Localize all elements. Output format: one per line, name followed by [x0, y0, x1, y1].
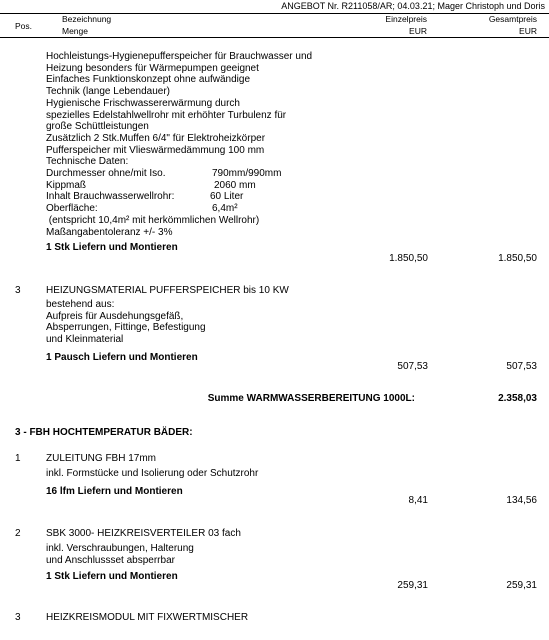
s-item-3-title: HEIZKREISMODUL MIT FIXWERTMISCHER [46, 612, 249, 623]
s-item-1-total-price: 134,56 [506, 495, 537, 506]
spec-row [46, 203, 312, 215]
col-qty-header: Menge [62, 26, 88, 36]
s-item-2-pos: 2 [15, 528, 21, 539]
s-item-2-qty: 1 Stk Liefern und Montieren [46, 571, 178, 582]
s-item-2-description [46, 543, 194, 566]
s-item-2-total-price: 259,31 [506, 580, 537, 591]
col-pos-header: Pos. [15, 21, 33, 31]
col-desc-header: Bezeichnung [62, 14, 112, 24]
item-a-qty: 1 Stk Liefern und Montieren [46, 242, 178, 253]
spec-value: 6,4m² [212, 203, 238, 215]
desc-line: Technik (lange Lebendauer) [46, 86, 170, 98]
desc-line: inkl. Verschraubungen, Halterung [46, 543, 194, 554]
s-item-1-title: ZULEITUNG FBH 17mm [46, 453, 157, 464]
s-item-2-unit-price: 259,31 [397, 580, 428, 591]
desc-line: und Anschlussset absperrbar [46, 554, 175, 566]
desc-line: bestehend aus: [46, 299, 115, 310]
item-3-unit-price: 507,53 [397, 361, 428, 372]
desc-line: spezielles Edelstahlwellrohr mit erhöhter Turbulenz für [46, 109, 287, 121]
spec-row [46, 191, 312, 203]
summary-value: 2.358,03 [498, 393, 537, 404]
spec-row [46, 168, 312, 180]
desc-line: große Schüttleistungen [46, 121, 149, 133]
desc-line: Maßangabentoleranz +/- 3% [46, 226, 173, 238]
desc-line: Absperrungen, Fittinge, Befestigung [46, 322, 206, 334]
s-item-1-line: inkl. Formstücke und Isolierung oder Schutzrohr [46, 468, 259, 479]
s-item-2-title: SBK 3000- HEIZKREISVERTEILER 03 fach [46, 528, 241, 539]
item-a-unit-price: 1.850,50 [389, 253, 428, 264]
s-item-3-pos: 3 [15, 612, 21, 623]
spec-label: Kippmaß [46, 179, 87, 191]
s-item-1-pos: 1 [15, 453, 21, 464]
desc-line: Hygienische Frischwassererwärmung durch [46, 97, 240, 109]
desc-line: Heizung besonders für Wärmepumpen geeignet [46, 62, 259, 74]
desc-line: Technische Daten: [46, 156, 129, 168]
spec-value: 2060 mm [214, 179, 256, 191]
spec-label: Oberfläche: [46, 203, 98, 215]
item-3-title: HEIZUNGSMATERIAL PUFFERSPEICHER bis 10 KW [46, 285, 289, 296]
col-unit-currency: EUR [409, 26, 427, 36]
header-bottom-rule [0, 37, 549, 38]
desc-line: Zusätzlich 2 Stk.Muffen 6/4" für Elektroheizkörper [46, 132, 266, 144]
item-a-total-price: 1.850,50 [498, 253, 537, 264]
col-unit-price-header: Einzelpreis [385, 14, 427, 24]
item-3-qty: 1 Pausch Liefern und Montieren [46, 352, 198, 363]
spec-value: 60 Liter [210, 191, 244, 203]
spec-value: 790mm/990mm [212, 168, 282, 180]
offer-note: ANGEBOT Nr. R211058/AR; 04.03.21; Mager Christoph und Doris [281, 1, 545, 11]
item-3-description [46, 299, 206, 346]
desc-line: Aufpreis für Ausdehungsgefäß, [46, 310, 184, 322]
desc-line: Pufferspeicher mit Vlieswärmedämmung 100 mm [46, 144, 265, 156]
col-total-price-header: Gesamtpreis [488, 14, 537, 24]
s-item-1-qty: 16 lfm Liefern und Montieren [46, 486, 183, 497]
desc-line: und Kleinmaterial [46, 334, 124, 346]
s-item-1-unit-price: 8,41 [408, 495, 428, 506]
section-title: 3 - FBH HOCHTEMPERATUR BÄDER: [15, 427, 193, 438]
spec-label: Durchmesser ohne/mit Iso. [46, 168, 166, 180]
spec-row [46, 180, 312, 192]
summary-label: Summe WARMWASSERBEREITUNG 1000L: [207, 393, 415, 404]
item-a-description [46, 51, 312, 238]
col-total-currency: EUR [519, 26, 537, 36]
desc-line: (entspricht 10,4m² mit herkömmlichen Wellrohr) [46, 214, 260, 226]
spec-label: Inhalt Brauchwasserwellrohr: [46, 191, 175, 203]
item-3-pos: 3 [15, 285, 21, 296]
desc-line: Hochleistungs-Hygienepufferspeicher für Brauchwasser und [46, 51, 313, 62]
desc-line: Einfaches Funktionskonzept ohne aufwändige [46, 74, 251, 86]
item-3-total-price: 507,53 [506, 361, 537, 372]
